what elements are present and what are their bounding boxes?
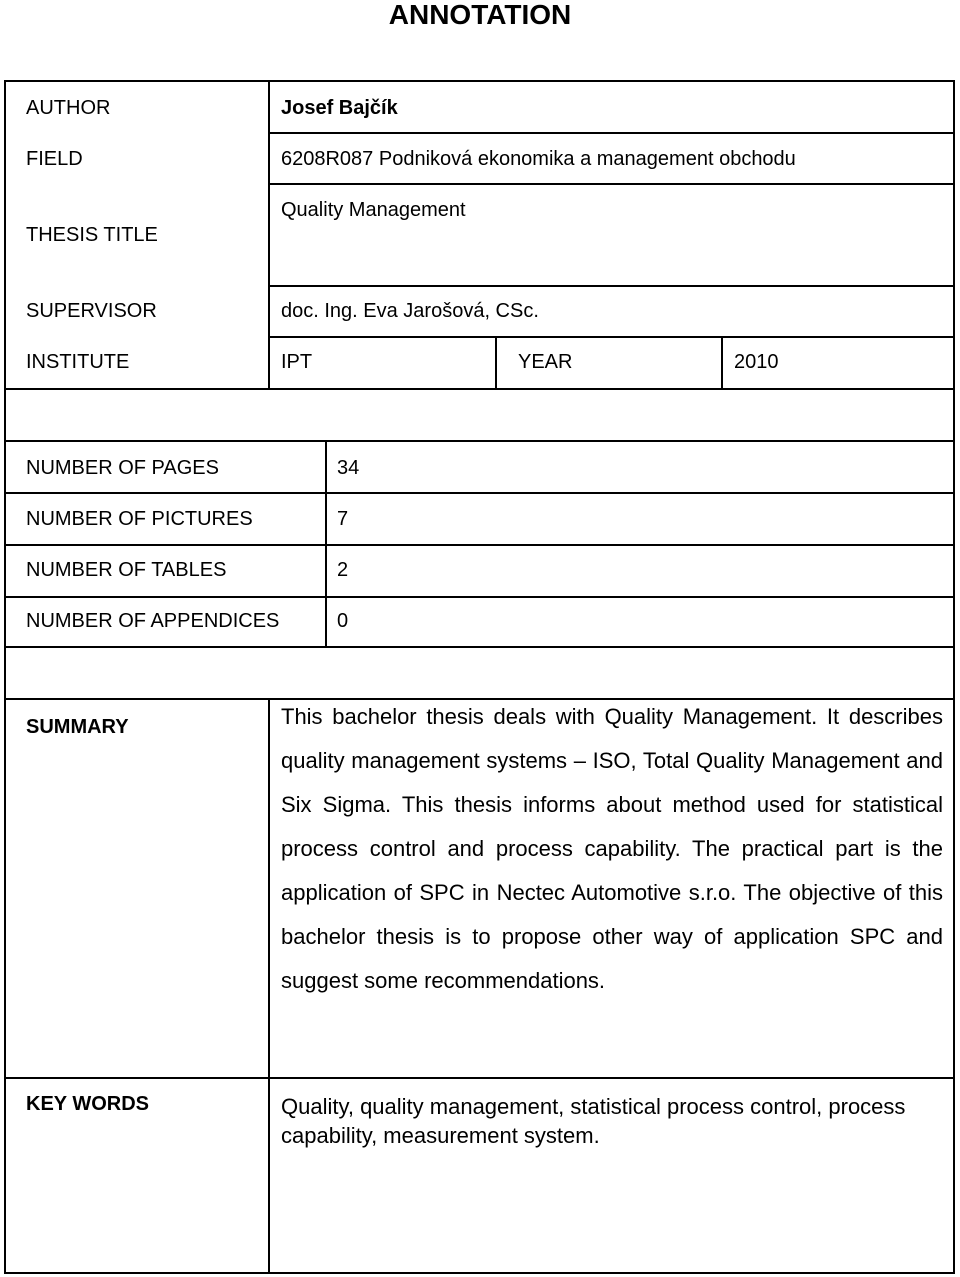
author-value: Josef Bajčík [281,97,398,119]
summary-label: SUMMARY [26,716,129,738]
keywords-label: KEY WORDS [26,1093,149,1115]
info-row-divider [268,285,955,287]
counts-row-divider [4,492,955,494]
supervisor-label: SUPERVISOR [26,300,157,322]
spacer-row [4,646,955,700]
spacer-row [4,388,955,442]
institute-label: INSTITUTE [26,351,130,373]
supervisor-value: doc. Ing. Eva Jarošová, CSc. [281,300,539,322]
info-row-divider [268,183,955,185]
info-column-divider [721,336,723,390]
tables-label: NUMBER OF TABLES [26,559,227,581]
summary-column-divider [268,698,270,1274]
thesis-title-label: THESIS TITLE [26,224,158,246]
counts-row-divider [4,596,955,598]
summary-row-divider [4,1077,955,1079]
author-label: AUTHOR [26,97,111,119]
appendices-value: 0 [337,610,349,632]
keywords-text: Quality, quality management, statistical process control, process capability, measurement system. [281,1094,906,1148]
institute-value: IPT [281,351,313,373]
field-label: FIELD [26,148,83,170]
year-label: YEAR [518,351,573,373]
info-row-divider [268,336,955,338]
page-title: ANNOTATION [388,0,572,30]
summary-text: This bachelor thesis deals with Quality Management. It describes quality management systems – ISO, Total Quality Management and Six Sigma. This thesis informs about method used for statistical process control and process capability. The practical part is the application of SPC in Nectec Automotive s.r.o. The objective of this bachelor thesis is to propose other way of application SPC and suggest some recommendations. [281,704,943,993]
tables-value: 2 [337,559,349,581]
appendices-label: NUMBER OF APPENDICES [26,610,280,632]
year-value: 2010 [734,351,779,373]
info-column-divider [495,336,497,390]
field-value: 6208R087 Podniková ekonomika a management obchodu [281,148,796,170]
info-column-divider [268,80,270,390]
info-row-divider [268,132,955,134]
pages-value: 34 [337,457,360,479]
counts-row-divider [4,544,955,546]
pages-label: NUMBER OF PAGES [26,457,219,479]
pictures-value: 7 [337,508,349,530]
thesis-title-value: Quality Management [281,199,466,221]
pictures-label: NUMBER OF PICTURES [26,508,253,530]
